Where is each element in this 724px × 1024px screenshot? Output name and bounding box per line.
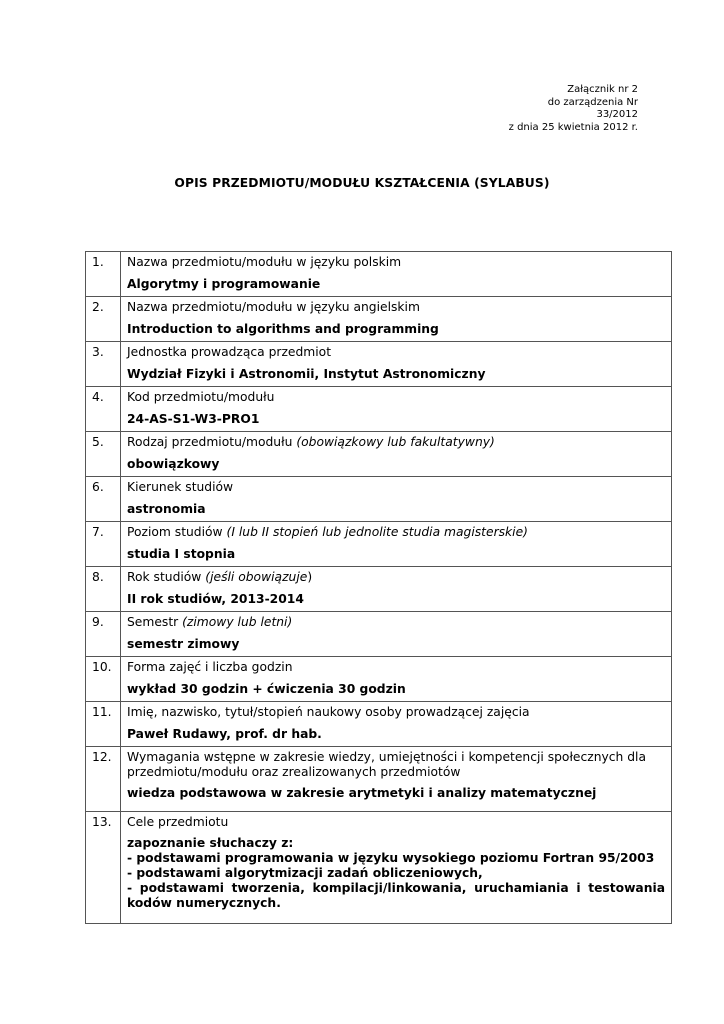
row-number: 10. <box>86 657 121 702</box>
annex-line: 33/2012 <box>596 109 638 120</box>
goal-line: zapoznanie słuchaczy z: <box>127 836 294 850</box>
row-content <box>121 387 672 432</box>
row-number: 1. <box>86 252 121 297</box>
field-label-note: (obowiązkowy lub fakultatywny) <box>296 435 495 449</box>
row-number: 4. <box>86 387 121 432</box>
field-label: Imię, nazwisko, tytuł/stopień naukowy osoby prowadzącej zajęcia <box>127 705 530 719</box>
field-label <box>127 435 665 450</box>
field-label: Cele przedmiotu <box>127 815 229 829</box>
row-content <box>121 297 672 342</box>
goal-line: - podstawami programowania w języku wysokiego poziomu Fortran 95/2003 <box>127 851 655 865</box>
field-label: Kod przedmiotu/modułu <box>127 390 275 404</box>
field-label: Forma zajęć i liczba godzin <box>127 660 293 674</box>
field-label-text: Rodzaj przedmiotu/modułu <box>127 435 293 449</box>
row-number: 6. <box>86 477 121 522</box>
document-title: OPIS PRZEDMIOTU/MODUŁU KSZTAŁCENIA (SYLABUS) <box>174 176 550 190</box>
row-content <box>121 522 672 567</box>
field-value: obowiązkowy <box>127 457 220 471</box>
row-number: 2. <box>86 297 121 342</box>
field-label <box>127 570 665 585</box>
goal-line: kodów numerycznych. <box>127 896 281 910</box>
row-content <box>121 477 672 522</box>
field-label: Nazwa przedmiotu/modułu w języku polskim <box>127 255 402 269</box>
field-label-note: (jeśli obowiązuje <box>205 570 308 584</box>
row-number: 13. <box>86 812 121 924</box>
field-value: Algorytmy i programowanie <box>127 277 321 291</box>
table-row <box>86 252 672 297</box>
table-row <box>86 342 672 387</box>
field-label-text: Semestr <box>127 615 179 629</box>
table-row <box>86 297 672 342</box>
field-label: Nazwa przedmiotu/modułu w języku angielskim <box>127 300 420 314</box>
row-content <box>121 747 672 812</box>
field-label: Kierunek studiów <box>127 480 234 494</box>
field-label-note: (zimowy lub letni) <box>182 615 293 629</box>
row-number: 11. <box>86 702 121 747</box>
row-content <box>121 612 672 657</box>
row-number: 5. <box>86 432 121 477</box>
row-content <box>121 252 672 297</box>
table-row <box>86 387 672 432</box>
field-label-note: (I lub II stopień lub jednolite studia magisterskie) <box>226 525 528 539</box>
row-content <box>121 657 672 702</box>
annex-line: do zarządzenia Nr <box>547 96 638 108</box>
row-content <box>121 342 672 387</box>
row-content <box>121 432 672 477</box>
field-label <box>127 525 665 540</box>
table-row <box>86 702 672 747</box>
field-label <box>127 615 665 630</box>
table-row <box>86 477 672 522</box>
annex-note <box>509 84 638 134</box>
field-value: Introduction to algorithms and programming <box>127 322 439 336</box>
goals-list <box>127 836 665 911</box>
row-number: 12. <box>86 747 121 812</box>
table-row <box>86 567 672 612</box>
row-number: 3. <box>86 342 121 387</box>
row-content <box>121 567 672 612</box>
field-label-line: Wymagania wstępne w zakresie wiedzy, umiejętności i kompetencji społecznych dla <box>127 750 647 764</box>
field-label: Jednostka prowadząca przedmiot <box>127 345 332 359</box>
field-value: studia I stopnia <box>127 547 236 561</box>
syllabus-table <box>85 251 672 924</box>
field-label-line: przedmiotu/modułu oraz zrealizowanych przedmiotów <box>127 765 461 779</box>
goal-line: - podstawami tworzenia, kompilacji/linkowania, uruchamiania i testowania <box>127 881 665 895</box>
row-content <box>121 702 672 747</box>
table-row <box>86 522 672 567</box>
table-row <box>86 657 672 702</box>
field-label-text: Poziom studiów <box>127 525 223 539</box>
table-row <box>86 612 672 657</box>
field-value: 24-AS-S1-W3-PRO1 <box>127 412 260 426</box>
goal-line: - podstawami algorytmizacji zadań obliczeniowych, <box>127 866 483 880</box>
row-number: 9. <box>86 612 121 657</box>
field-value: semestr zimowy <box>127 637 240 651</box>
row-number: 7. <box>86 522 121 567</box>
field-value: wiedza podstawowa w zakresie arytmetyki i analizy matematycznej <box>127 786 597 800</box>
table-row <box>86 812 672 924</box>
field-value: wykład 30 godzin + ćwiczenia 30 godzin <box>127 682 406 696</box>
table-row <box>86 432 672 477</box>
field-label-tail: ) <box>307 570 313 584</box>
field-value: astronomia <box>127 502 206 516</box>
row-content <box>121 812 672 924</box>
table-row <box>86 747 672 812</box>
field-value: II rok studiów, 2013-2014 <box>127 592 304 606</box>
field-label-text: Rok studiów <box>127 570 202 584</box>
field-value: Paweł Rudawy, prof. dr hab. <box>127 727 322 741</box>
annex-line: Załącznik nr 2 <box>567 84 638 95</box>
row-number: 8. <box>86 567 121 612</box>
annex-line: z dnia 25 kwietnia 2012 r. <box>508 121 638 133</box>
field-value: Wydział Fizyki i Astronomii, Instytut Astronomiczny <box>127 367 486 381</box>
